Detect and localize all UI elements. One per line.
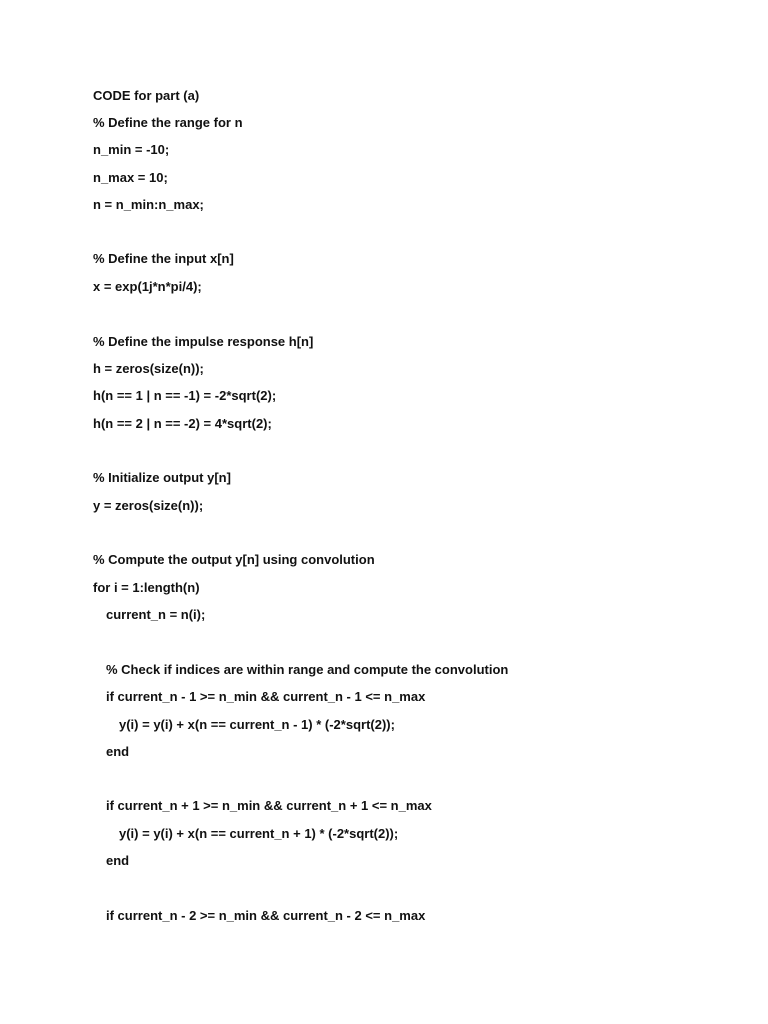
code-line: n_min = -10;: [93, 142, 170, 157]
code-comment: % Check if indices are within range and compute the convolution: [106, 662, 509, 677]
code-line: y = zeros(size(n));: [93, 498, 204, 513]
code-line: if current_n + 1 >= n_min && current_n + 1 <= n_max: [106, 798, 432, 813]
code-line: end: [106, 744, 130, 759]
code-comment: % Define the range for n: [93, 115, 243, 130]
code-line: n = n_min:n_max;: [93, 197, 204, 212]
code-line: if current_n - 2 >= n_min && current_n - 2 <= n_max: [106, 908, 426, 923]
code-line: x = exp(1j*n*pi/4);: [93, 279, 202, 294]
code-line: y(i) = y(i) + x(n == current_n + 1) * (-2*sqrt(2));: [119, 826, 399, 841]
code-line: end: [106, 853, 130, 868]
code-line: h(n == 1 | n == -1) = -2*sqrt(2);: [93, 388, 277, 403]
code-comment: % Compute the output y[n] using convolution: [93, 552, 375, 567]
code-line: n_max = 10;: [93, 170, 168, 185]
code-line: current_n = n(i);: [106, 607, 206, 622]
code-line: h = zeros(size(n));: [93, 361, 204, 376]
code-comment: % Initialize output y[n]: [93, 470, 231, 485]
code-line: if current_n - 1 >= n_min && current_n - 1 <= n_max: [106, 689, 426, 704]
code-line: h(n == 2 | n == -2) = 4*sqrt(2);: [93, 416, 272, 431]
code-comment: % Define the impulse response h[n]: [93, 334, 314, 349]
code-line: y(i) = y(i) + x(n == current_n - 1) * (-2*sqrt(2));: [119, 717, 395, 732]
code-comment: % Define the input x[n]: [93, 251, 234, 266]
code-line: for i = 1:length(n): [93, 580, 200, 595]
code-heading: CODE for part (a): [93, 88, 200, 103]
